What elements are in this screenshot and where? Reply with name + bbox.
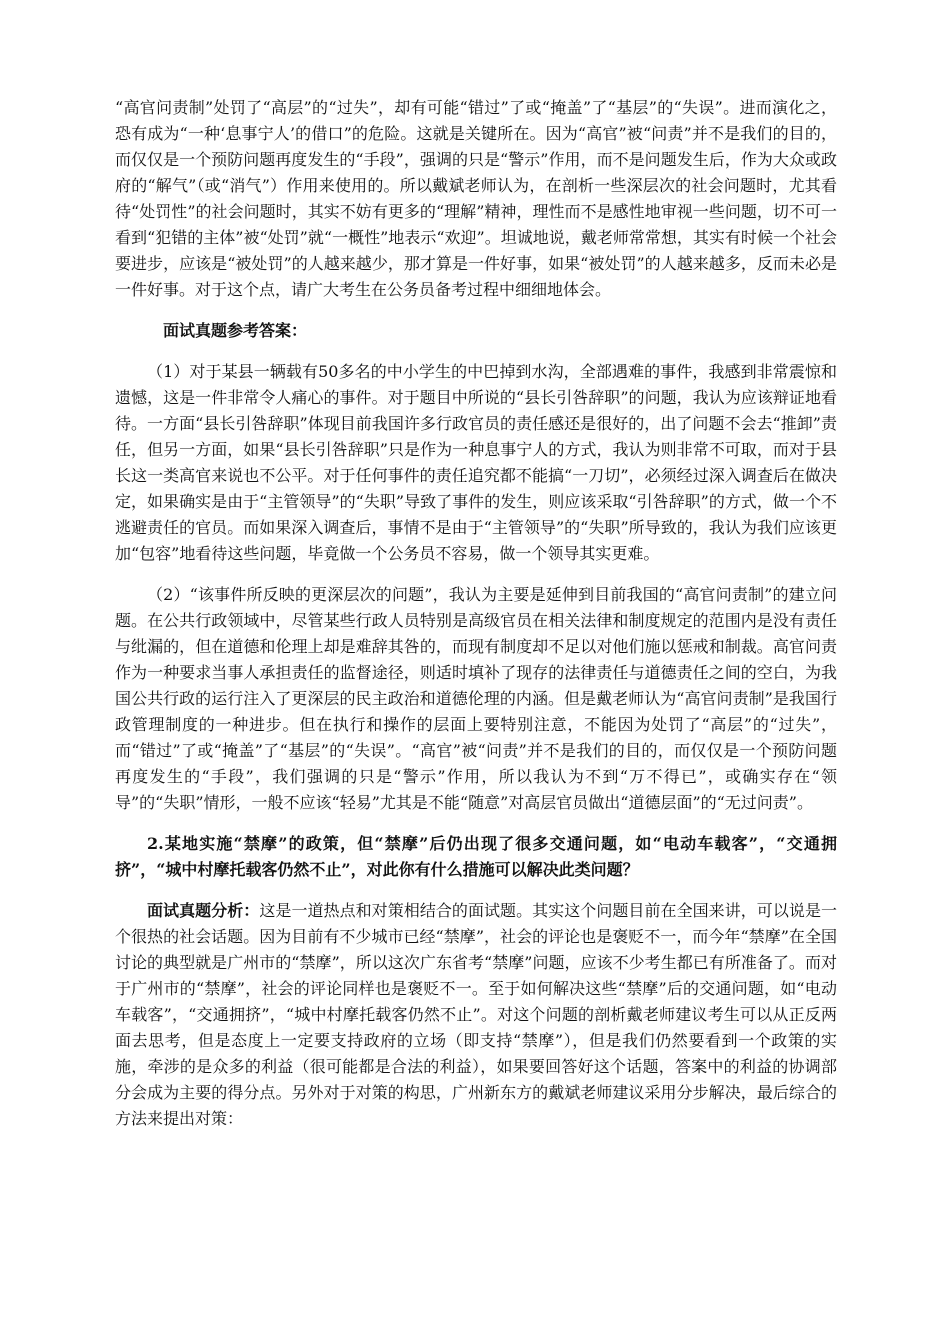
spacer: [115, 816, 837, 831]
answer-paragraph-1: （1）对于某县一辆载有50多名的中小学生的中巴掉到水沟，全部遇难的事件，我感到非常震惊和遗憾，这是一件非常令人痛心的事件。对于题目中所说的“县长引咎辞职”的问题，我认为应该辩证地看待。一方面“县长引咎辞职”体现目前我国许多行政官员的责任感还是很好的，出了问题不会去“推卸”责任，但另一方面，如果“县长引咎辞职”只是作为一种息事宁人的方式，我认为则非常不可取，而对于县长这一类高官来说也不公平。对于任何事件的责任追究都不能搞“一刀切”，必须经过深入调查后在做决定，如果确实是由于“主管领导”的“失职”导致了事件的发生，则应该采取“引咎辞职”的方式，做一个不逃避责任的官员。而如果深入调查后，事情不是由于“主管领导”的“失职”所导致的，我认为我们应该更加“包容”地看待这些问题，毕竟做一个公务员不容易，做一个领导其实更难。: [115, 362, 837, 563]
spacer: [115, 883, 837, 898]
question-2-title: 2.某地实施“禁摩”的政策，但“禁摩”后仍出现了很多交通问题，如“电动车载客”，“交通拥挤”，“城中村摩托载客仍然不止”，对此你有什么措施可以解决此类问题？: [115, 834, 837, 879]
spacer: [115, 567, 837, 582]
document-page: [115, 95, 837, 1132]
analysis-paragraph: [115, 898, 837, 1132]
intro-paragraph: “高官问责制”处罚了“高层”的“过失”，却有可能“错过”了或“掩盖”了“基层”的“失误”。进而演化之，恐有成为“一种‘息事宁人’的借口”的危险。这就是关键所在。因为“高官”被“问责”并不是我们的目的，而仅仅是一个预防问题再度发生的“手段”，强调的只是“警示”作用，而不是问题发生后，作为大众或政府的“解气”（或“消气”）作用来使用的。所以戴斌老师认为，在剖析一些深层次的社会问题时，尤其看待“处罚性”的社会问题时，其实不妨有更多的“理解”精神，理性而不是感性地审视一些问题，切不可一看到“犯错的主体”被“处罚”就“一概性”地表示“欢迎”。坦诚地说，戴老师常常想，其实有时候一个社会要进步，应该是“被处罚”的人越来越少，那才算是一件好事，如果“被处罚”的人越来越多，反而未必是一件好事。对于这个点，请广大考生在公务员备考过程中细细地体会。: [115, 98, 837, 299]
spacer: [115, 303, 837, 318]
spacer: [115, 344, 837, 359]
answer-heading: 面试真题参考答案：: [163, 321, 308, 340]
analysis-body: 这是一道热点和对策相结合的面试题。其实这个问题目前在全国来讲，可以说是一个很热的社会话题。因为目前有不少城市已经“禁摩”，社会的评论也是褒贬不一，而今年“禁摩”在全国讨论的典型就是广州市的“禁摩”，所以这次广东省考“禁摩”问题，应该不少考生都已有所准备了。而对于广州市的“禁摩”，社会的评论同样也是褒贬不一。至于如何解决这些“禁摩”后的交通问题，如“电动车载客”，“交通拥挤”，“城中村摩托载客仍然不止”。对这个问题的剖析戴老师建议考生可以从正反两面去思考，但是态度上一定要支持政府的立场（即支持“禁摩”），但是我们仍然要看到一个政策的实施，牵涉的是众多的利益（很可能都是合法的利益），如果要回答好这个话题，答案中的利益的协调部分会成为主要的得分点。另外对于对策的构思，广州新东方的戴斌老师建议采用分步解决，最后综合的方法来提出对策：: [115, 901, 837, 1128]
analysis-lead: 面试真题分析：: [147, 901, 260, 920]
answer-paragraph-2: （2）“该事件所反映的更深层次的问题”，我认为主要是延伸到目前我国的“高官问责制”的建立问题。在公共行政领域中，尽管某些行政人员特别是高级官员在相关法律和制度规定的范围内是没有责任与纰漏的，但在道德和伦理上却是难辞其咎的，而现有制度却不足以对他们施以惩戒和制裁。高官问责作为一种要求当事人承担责任的监督途径，则适时填补了现存的法律责任与道德责任之间的空白，为我国公共行政的运行注入了更深层的民主政治和道德伦理的内涵。但是戴老师认为“高官问责制”是我国行政管理制度的一种进步。但在执行和操作的层面上要特别注意，不能因为处罚了“高层”的“过失”，而“错过”了或“掩盖”了“基层”的“失误”。“高官”被“问责”并不是我们的目的，而仅仅是一个预防问题再度发生的“手段”，我们强调的只是“警示”作用，所以我认为不到“万不得已”，或确实存在“领导”的“失职”情形，一般不应该“轻易”尤其是不能“随意”对高层官员做出“道德层面”的“无过问责”。: [115, 585, 837, 812]
